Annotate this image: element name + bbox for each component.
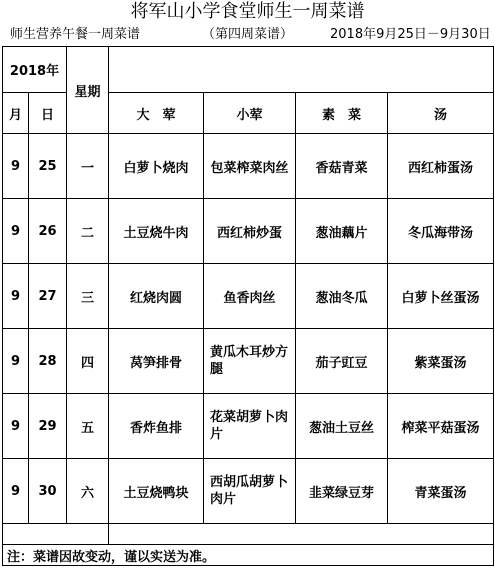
small-meat-cell: 黄瓜木耳炒方腿 [204,329,296,394]
subheader-week: （第四周菜谱） [202,27,294,42]
weekday-cell: 三 [67,264,109,329]
month-cell: 9 [3,329,29,394]
day-cell: 27 [29,264,67,329]
small-meat-cell: 西红柿炒蛋 [204,199,296,264]
col-header-vegetable: 素 菜 [296,93,388,134]
empty-cell [109,524,494,545]
table-row [3,134,494,199]
table-row [3,329,494,394]
year-cell: 2018年 [3,47,67,93]
col-header-small-meat: 小荤 [204,93,296,134]
month-header: 月 [3,93,29,134]
month-cell: 9 [3,264,29,329]
weekday-header: 星期 [67,47,109,134]
day-header: 日 [29,93,67,134]
page-title: 将军山小学食堂师生一周菜谱 [130,1,365,22]
vegetable-cell: 葱油藕片 [296,199,388,264]
small-meat-cell: 包菜榨菜肉丝 [204,134,296,199]
big-meat-cell: 莴笋排骨 [109,329,204,394]
vegetable-cell: 香菇青菜 [296,134,388,199]
big-meat-cell: 红烧肉圆 [109,264,204,329]
weekday-cell: 五 [67,394,109,459]
day-cell: 28 [29,329,67,394]
table-row [3,264,494,329]
weekday-cell: 一 [67,134,109,199]
big-meat-cell: 香炸鱼排 [109,394,204,459]
vegetable-cell: 葱油冬瓜 [296,264,388,329]
vegetable-cell: 茄子豇豆 [296,329,388,394]
big-meat-cell: 土豆烧鸭块 [109,459,204,524]
month-cell: 9 [3,199,29,264]
month-cell: 9 [3,459,29,524]
vegetable-cell: 葱油土豆丝 [296,394,388,459]
col-header-soup: 汤 [388,93,494,134]
month-cell: 9 [3,134,29,199]
weekday-cell: 二 [67,199,109,264]
soup-cell: 榨菜平菇蛋汤 [388,394,494,459]
empty-cell [3,524,109,545]
weekday-cell: 四 [67,329,109,394]
soup-cell: 青菜蛋汤 [388,459,494,524]
weekday-cell: 六 [67,459,109,524]
big-meat-cell: 土豆烧牛肉 [109,199,204,264]
empty-row [3,524,494,545]
soup-cell: 西红柿蛋汤 [388,134,494,199]
small-meat-cell: 鱼香肉丝 [204,264,296,329]
subheader-left: 师生营养午餐一周菜谱 [10,27,141,42]
header-blank [109,47,494,93]
day-cell: 26 [29,199,67,264]
day-cell: 30 [29,459,67,524]
big-meat-cell: 白萝卜烧肉 [109,134,204,199]
month-cell: 9 [3,394,29,459]
subheader-date-range: 2018年9月25日－9月30日 [330,27,491,42]
small-meat-cell: 花菜胡萝卜肉片 [204,394,296,459]
table-row [3,459,494,524]
day-cell: 25 [29,134,67,199]
menu-table [2,46,494,566]
vegetable-cell: 韭菜绿豆芽 [296,459,388,524]
soup-cell: 紫菜蛋汤 [388,329,494,394]
day-cell: 29 [29,394,67,459]
small-meat-cell: 西胡瓜胡萝卜肉片 [204,459,296,524]
table-row [3,199,494,264]
soup-cell: 白萝卜丝蛋汤 [388,264,494,329]
subheader [0,24,495,46]
col-header-big-meat: 大 荤 [109,93,204,134]
table-row [3,394,494,459]
footer-note: 注：菜谱因故变动，谨以实送为准。 [3,545,494,566]
soup-cell: 冬瓜海带汤 [388,199,494,264]
